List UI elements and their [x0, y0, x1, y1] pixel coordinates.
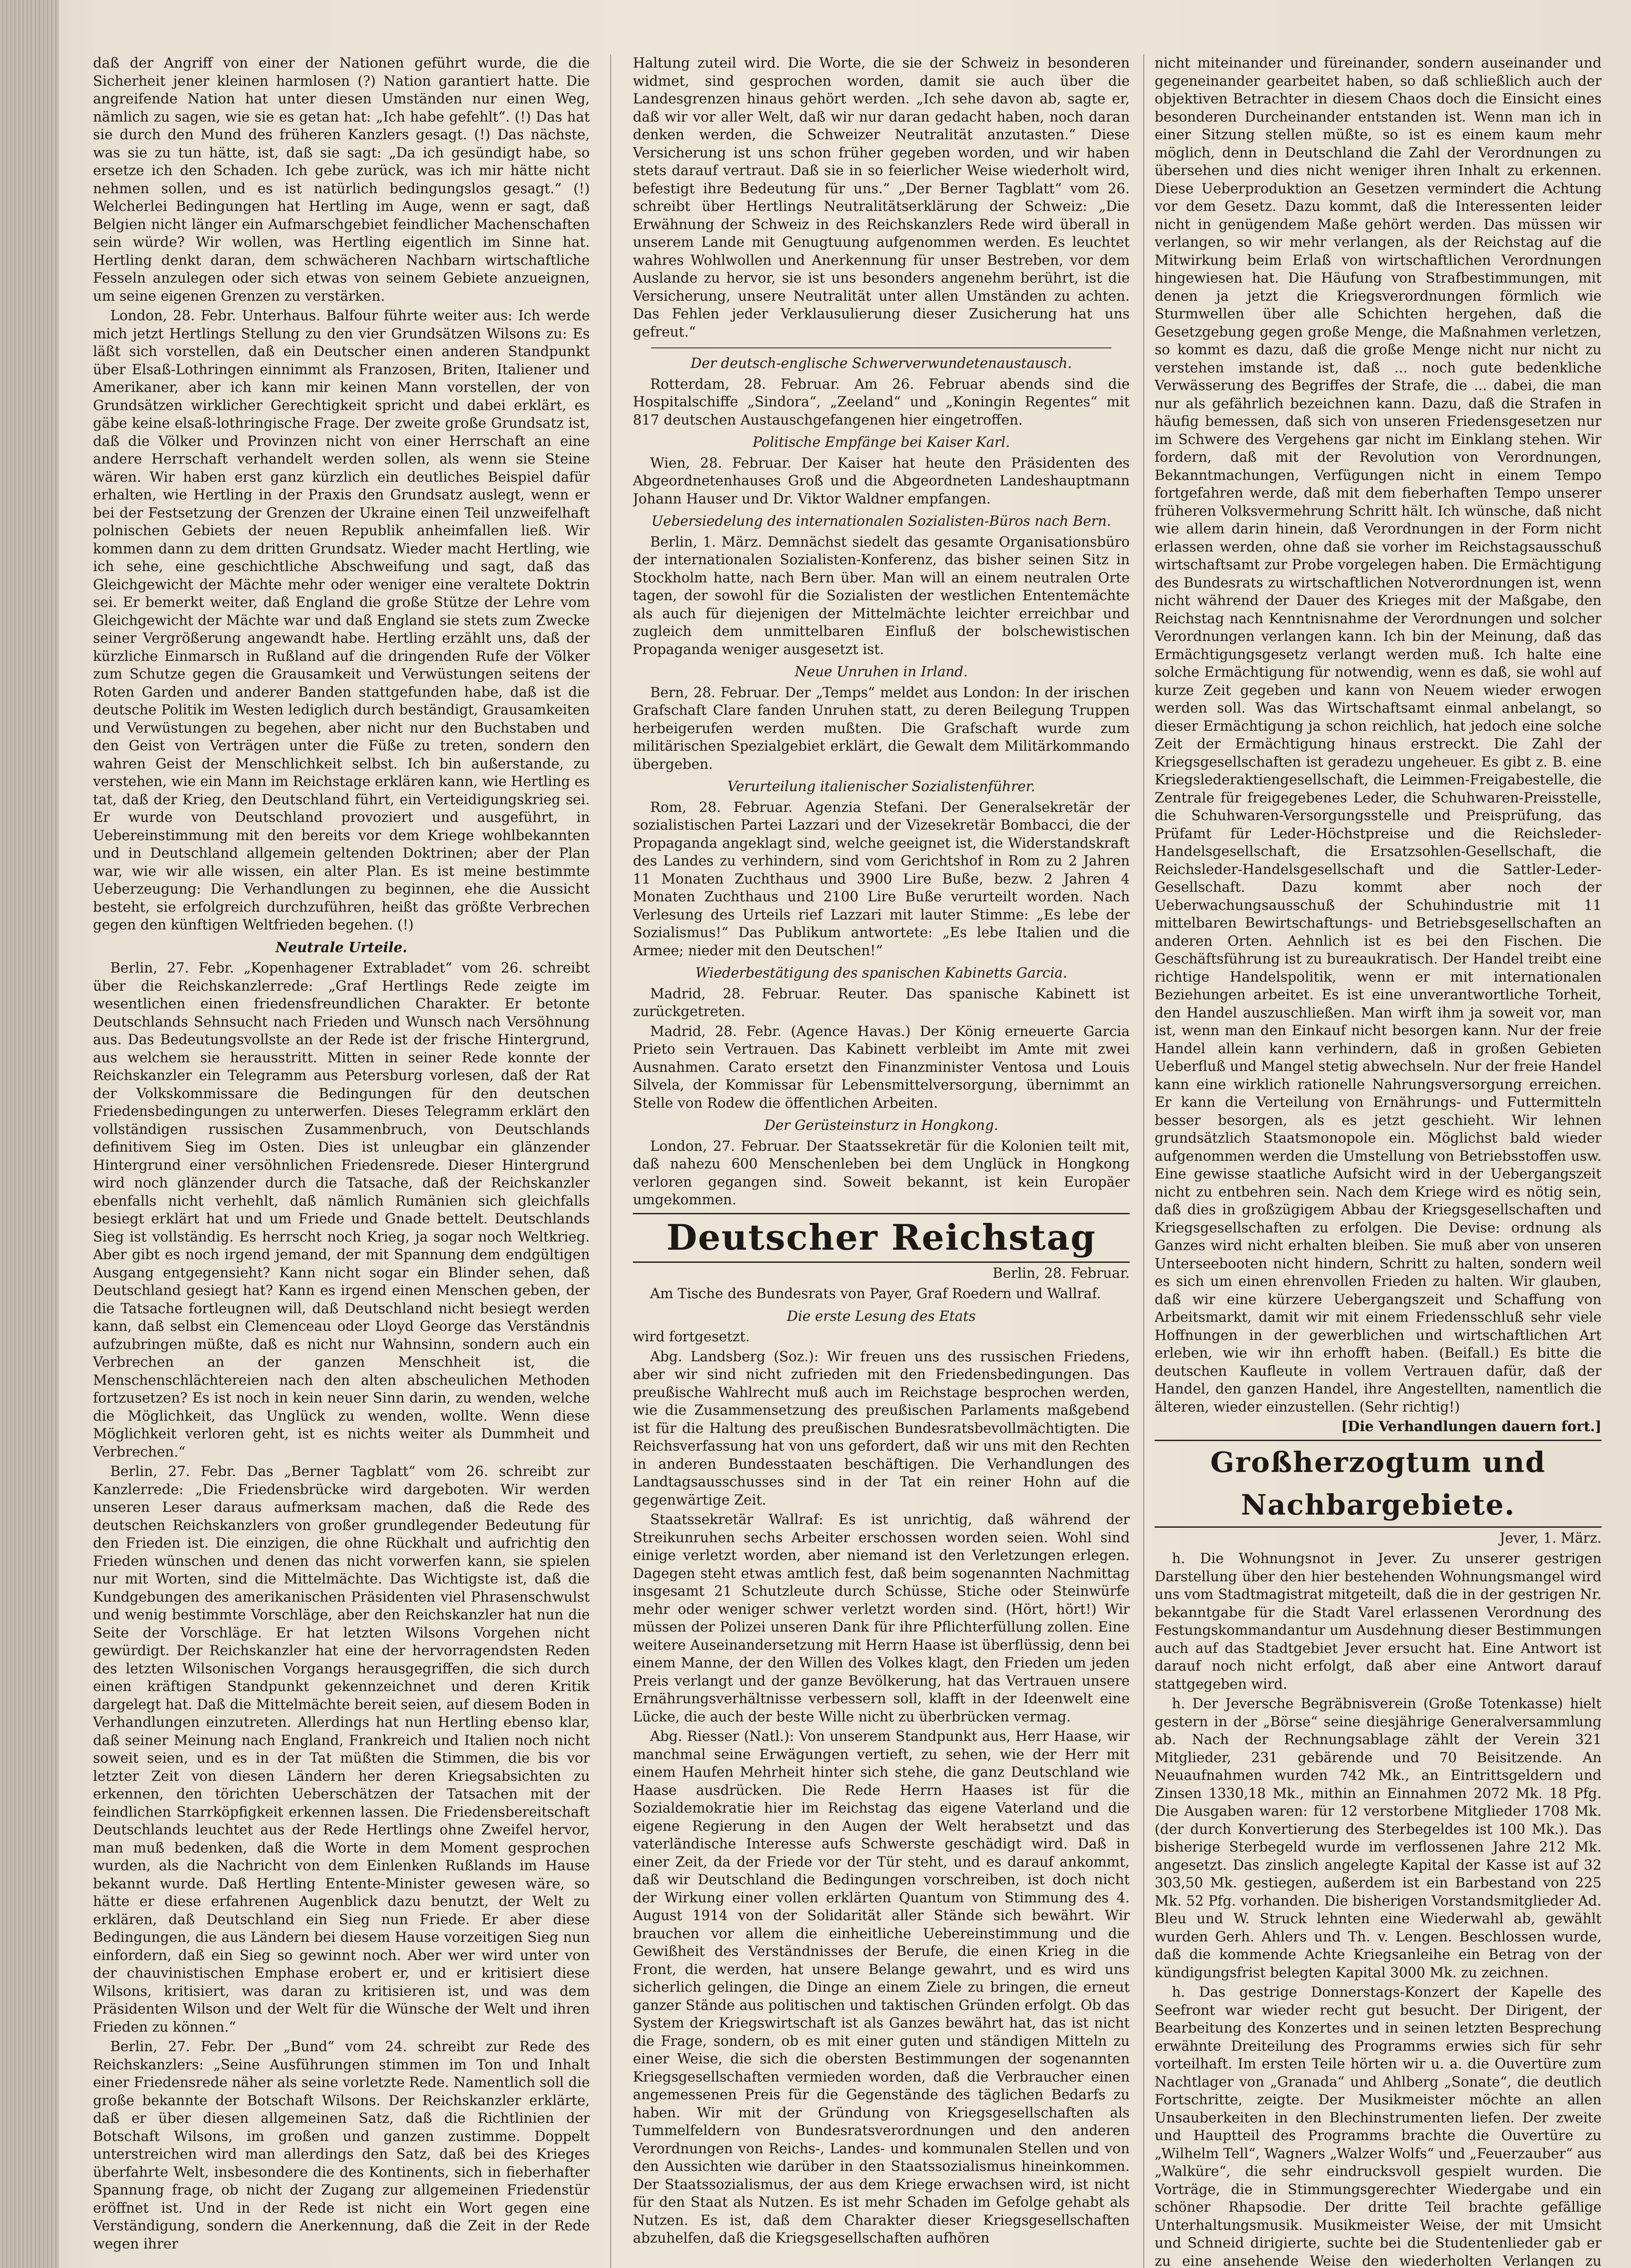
article-paragraph: Rom, 28. Februar. Agenzia Stefani. Der Generalsekretär der sozialistischen Partei Lazzari und der Vizesekretär Bombacci, die der Propaganda angeklagt sind, welche geeignet ist, die Widerstandskraft des Landes zu verhindern, sind vom Gerichtshof in Rom zu 2 Jahren 11 Monaten Zuchthaus und 3900 Lire Buße, bezw. 2 Jahren 4 Monaten Zuchthaus und 2100 Lire Buße verurteilt worden. Nach Verlesung des Urteils rief Lazzari mit lauter Stimme: „Es lebe der Sozialismus!“ Das Publikum antwortete: „Es lebe Italien und die Armee; nieder mit den Deutschen!“ [633, 799, 1130, 959]
section-heading: Neue Unruhen in Irland. [794, 664, 968, 680]
column-2 [633, 54, 1130, 2268]
article-paragraph: Berlin, 27. Febr. „Kopenhagener Extrabladet“ vom 26. schreibt über die Reichskanzlerrede: „Graf Hertlings Rede zeigte im wesentlichen einen friedensfreundlichen Charakter. Er betonte Deutschlands Sehnsucht nach Frieden und Wunsch nach Versöhnung aus. Das Bedeutungsvollste an der Rede ist der frische Hintergrund, aus welchem sie herausstritt. Mitten in seiner Rede konnte der Reichskanzler ein Telegramm aus Petersburg vorlesen, daß der Rat der Volkskommissare die Bedingungen für den deutschen Friedensbedingungen zu unterwerfen. Dieses Telegramm erklärt den vollständigen russischen Zusammenbruch, von Deutschlands definitivem Sieg im Osten. Dies ist unleugbar ein glänzender Hintergrund einer versöhnlichen Friedensrede. Dieser Hintergrund wird noch glänzender durch die Tatsache, daß der Reichskanzler ebenfalls nicht verhehlt, daß nämlich Rumänien sich gleichfalls besiegt erklärt hat und um Friede und Gnade bettelt. Deutschlands Sieg ist vollständig. Es herrscht noch Krieg, ja sogar noch Weltkrieg. Aber gibt es noch irgend jemand, der mit Spannung dem endgültigen Ausgang entgegensieht? Kann nicht sogar ein Blinder sehen, daß Deutschland gesiegt hat? Kann es irgend einen Menschen geben, der die Tatsache fortleugnen will, daß Deutschland nicht besiegt werden kann, daß selbst ein Clemenceau oder Lloyd George das Verständnis aufzubringen müßte, daß es nicht nur Wahnsinn, sondern auch ein Verbrechen an der ganzen Menschheit ist, die Menschenschlächtereien nach den alten abscheulichen Methoden fortzusetzen? Es ist noch in kein neuer Sinn darin, zu wenden, welche die Möglichkeit, das Unglück zu wenden, wollte. Wenn diese Möglichkeit verloren geht, ist es nichts weiter als Dummheit und Verbrechen.“ [93, 960, 590, 1460]
article-paragraph: h. Das gestrige Donnerstags-Konzert der Kapelle des Seefront war wieder recht gut besucht. Der Dirigent, der Bearbeitung des Konzertes und in seinen letzten Besprechung erwähnte Dreiteilung des Programms erwies sich für sehr vorteilhaft. Im ersten Teile hörten wir u. a. die Ouvertüre zum Nachtlager von „Granada“ und Ahlberg „Sonate“, die deutlich Fortschritte, zeigte. Der Musikmeister möchte an allen Unsauberkeiten in den Blechinstrumenten liefen. Der zweite und Hauptteil des Programms brachte die Ouvertüre zu „Wilhelm Tell“, Wagners „Walzer Wolfs“ und „Feuerzauber“ aus „Walküre“, die sehr eindrucksvoll gespielt wurden. Die Vorträge, die in Stimmungsgerechter Wiedergabe und ein schöner Rhapsodie. Der dritte Teil brachte gefällige Unterhaltungsmusik. Musikmeister Weise, der mit Umsicht und Schneid dirigierte, suchte bei die Studentenlieder gab er zu eine ansehende Weise den wiederholten Verlangen zu [1155, 1984, 1602, 2268]
section-title-reichstag: Deutscher Reichstag [633, 1213, 1130, 1263]
column-3 [1155, 54, 1602, 2268]
divider [651, 347, 1112, 348]
section-heading: Der Gerüsteinsturz in Hongkong. [764, 1118, 999, 1134]
article-paragraph: h. Die Wohnungsnot in Jever. Zu unserer gestrigen Darstellung über den hier bestehenden Wohnungsmangel wird uns vom Stadtmagistrat mitgeteilt, daß die in der gestrigen Nr. bekanntgabe für die Stadt Varel erlassenen Verordnung des Festungskommandantur um Ausdehnung dieser Bestimmungen auch auf das Stadtgebiet Jever ersucht hat. Eine Antwort ist darauf noch nicht erfolgt, daß aber eine Antwort darauf stattgegeben wird. [1155, 1551, 1602, 1692]
article-paragraph: Madrid, 28. Febr. (Agence Havas.) Der König erneuerte Garcia Prieto sein Vertrauen. Das Kabinett verbleibt im Amte mit zwei Ausnahmen. Carato ersetzt den Finanzminister Ventosa und Louis Silvela, der Kommissar für Lebensmittelversorgung, übernimmt an Stelle von Rodew die öffentlichen Arbeiten. [633, 1023, 1130, 1111]
dateline: Berlin, 28. Februar. [992, 1265, 1130, 1281]
proceedings-note: [Die Verhandlungen dauern fort.] [1341, 1418, 1602, 1435]
article-paragraph: Bern, 28. Februar. Der „Temps“ meldet aus London: In der irischen Grafschaft Clare fanden Unruhen statt, zu deren Beilegung Truppen herbeigerufen werden mußten. Die Grafschaft wurde zum militärischen Spezialgebiet erklärt, die Gewalt dem Militärkommando übergeben. [633, 684, 1130, 772]
section-heading: Politische Empfänge bei Kaiser Karl. [752, 435, 1010, 450]
article-paragraph: London, 28. Febr. Unterhaus. Balfour führte weiter aus: Ich werde mich jetzt Hertlings Stellung zu den vier Grundsätzen Wilsons zu: Es läßt sich vorstellen, daß ein Deutscher einen anderen Standpunkt über Elsaß-Lothringen einnimmt als Franzosen, Briten, Italiener und Amerikaner, aber ich kann mir keinen Mann vorstellen, der von Grundsätzen wirklicher Gerechtigkeit spricht und dabei erklärt, es gäbe keine elsaß-lothringische Frage. Der zweite große Grundsatz ist, daß die Völker und Provinzen nicht von einer Herrschaft an eine andere Herrschaft verhandelt werden sollen, als wenn sie Steine wären. Wir haben erst ganz kürzlich ein deutliches Beispiel dafür erhalten, wie Hertling in der Praxis den Grundsatz auslegt, wenn er bei der Festsetzung der Grenzen der Ukraine einen Teil unzweifelhaft polnischen Gebiets der neuen Republik anheimfallen ließ. Wir kommen dann zu dem dritten Grundsatz. Wieder macht Hertling, wie ich sehe, eine geschichtliche Abschweifung und sagt, daß das Gleichgewicht der Mächte mehr oder weniger eine veraltete Doktrin sei. Er bemerkt weiter, daß England die große Stütze der Lehre vom Gleichgewicht der Mächte war und daß England sie stets zum Zwecke seiner Vergrößerung angewandt habe. Hertling erzählt uns, daß der kürzliche Einmarsch in Rußland auf die dringenden Rufe der Völker zum Schutze gegen die Grausamkeit und Verwüstungen seitens der Roten Garden und anderer Banden stattgefunden habe, daß ist die deutsche Politik im Westen lediglich durch beständigt, Grausamkeiten und Verwüstungen zu begehen, aber nicht nur den Buchstaben und den Geist von Verträgen unter die Füße zu treten, sondern den wahren Geist der Menschlichkeit selbst. Ich bin außerstande, zu verstehen, wie ein Mann im Reichstage erklären kann, wie Hertling es tat, daß der Krieg, den Deutschland führt, ein Verteidigungskrieg sei. Er wurde von Deutschland provoziert und ausgeführt, in Uebereinstimmung mit den bereits vor dem Kriege wohlbekannten und in Deutschland allgemein geltenden Doktrinen; aber der Plan war, wie wir alle wissen, ein alter Plan. Es ist meine bestimmte Ueberzeugung: Die Verhandlungen zu beginnen, ehe die Aussicht besteht, sie erfolgreich durchzuführen, heißt das größte Verbrechen gegen den künftigen Weltfrieden begehen. (!) [93, 308, 590, 933]
section-heading: Verurteilung italienischer Sozialistenführer. [727, 779, 1035, 795]
section-heading: Der deutsch-englische Schwerverwundetenaustausch. [691, 356, 1072, 371]
column-divider [1143, 54, 1144, 2268]
article-paragraph: Abg. Landsberg (Soz.): Wir freuen uns des russischen Friedens, aber wir sind nicht zufrieden mit den Friedensbedingungen. Das preußische Wahlrecht muß auch im Reichstage besprochen werden, wie die Zusammensetzung des preußischen Parlaments maßgebend ist für die Haltung des preußischen Bundesratsbevollmächtigten. Die Reichsverfassung hat von uns gefordert, daß wir uns mit den Rechten in anderen Bundesstaaten beschäftigen. Die Verhandlungen des Landtagsausschusses sind in der Tat ein reiner Hohn auf die gegenwärtige Zeit. [633, 1349, 1130, 1508]
article-paragraph: Rotterdam, 28. Februar. Am 26. Februar abends sind die Hospitalschiffe „Sindora“, „Zeeland“ und „Koningin Regentes“ mit 817 deutschen Austauschgefangenen hier eingetroffen. [633, 376, 1130, 428]
article-paragraph: daß der Angriff von einer der Nationen geführt wurde, die die Sicherheit jener kleinen harmlosen (?) Nation garantiert hatte. Die angreifende Nation hat unter diesen Umständen nur einen Weg, nämlich zu sagen, wie sie es getan hat: „Ich habe gefehlt“. (!) Das hat sie durch den Mund des früheren Kanzlers gesagt. (!) Das nächste, was sie zu tun hätte, ist, daß sie sagt: „Da ich gesündigt habe, so ersetze ich den Schaden. Ich gebe zurück, was ich mir hätte nicht nehmen sollen, und es ist natürlich bedingungslos gesagt.“ (!) Welcherlei Bedingungen hat Hertling im Auge, wenn er sagt, daß Belgien nicht länger ein Aufmarschgebiet feindlicher Machenschaften sein würde? Wir wollen, was Hertling eigentlich im Sinne hat. Hertling denkt daran, dem schwächeren Nachbarn wirtschaftliche Fesseln anzulegen oder sich etwas von seinem Gebiete anzueignen, um seine eigenen Grenzen zu verstärken. [93, 55, 590, 304]
column-1 [93, 54, 590, 2268]
article-paragraph: Madrid, 28. Februar. Reuter. Das spanische Kabinett ist zurückgetreten. [633, 986, 1130, 1020]
section-heading: Wiederbestätigung des spanischen Kabinetts Garcia. [695, 965, 1068, 981]
article-paragraph: Haltung zuteil wird. Die Worte, die sie der Schweiz in besonderen widmet, sind gesprochen worden, damit sie auch über die Landesgrenzen hinaus gehört werden. „Ich sehe davon ab, sagte er, daß wir vor aller Welt, daß wir nur daran gedacht haben, noch daran denken werden, die Schweizer Neutralität anzutasten.“ Diese Versicherung ist uns schon früher gegeben worden, und wir haben stets darauf vertraut. Daß sie in so feierlicher Weise wiederholt wird, befestigt ihre Bedeutung für uns.“ „Der Berner Tagblatt“ vom 26. schreibt über Hertlings Neutralitätserklärung der Schweiz: „Die Erwähnung der Schweiz in des Reichskanzlers Rede wird überall in unserem Lande mit Genugtuung aufgenommen werden. Es leuchtet wahres Wohlwollen und Anerkennung für unser Bestreben, vor dem Auslande zu hervor, sie ist uns besonders angenehm berührt, ist die Versicherung, unsere Neutralität unter allen Umständen zu achten. Das Fehlen jeder Verklausulierung dieser Zusicherung hat uns gefreut.“ [633, 55, 1130, 340]
dateline: Jever, 1. März. [1499, 1530, 1602, 1546]
article-paragraph: h. Der Jeversche Begräbnisverein (Große Totenkasse) hielt gestern in der „Börse“ seine diesjährige Generalversammlung ab. Nach der Rechnungsablage zählt der Verein 321 Mitglieder, 231 gebärende und 70 Beisitzende. An Neuaufnahmen wurden 742 Mk., an Eintrittsgeldern und Zinsen 1330,18 Mk., mithin an Einnahmen 2072 Mk. 18 Pfg. Die Ausgaben waren: für 12 verstorbene Mitglieder 1708 Mk. (der durch Konvertierung des Sterbegeldes ist 100 Mk.). Das bisherige Sterbegeld wurde im verflossenen Jahre 212 Mk. angesetzt. Das zinslich angelegte Kapital der Kasse ist auf 32 303,50 Mk. gestiegen, außerdem ist ein Barbestand von 225 Mk. 52 Pfg. vorhanden. Die bisherigen Vorstandsmitglieder Ad. Bleu und W. Struck lehnten eine Wiederwahl ab, gewählt wurden Gerh. Ahlers und Th. v. Lengen. Beschlossen wurde, daß die kommende Achte Kriegsanleihe ein Betrag von der kündigungsfrist belegten Kapital 3000 Mk. zu zeichnen. [1155, 1696, 1602, 1981]
article-paragraph: Berlin, 1. März. Demnächst siedelt das gesamte Organisationsbüro der internationalen Sozialisten-Konferenz, das bisher seinen Sitz in Stockholm hatte, nach Bern über. Man will an einem neutralen Orte tagen, der sowohl für die Sozialisten der westlichen Ententemächte als auch für diejenigen der Mittelmächte leichter erreichbar und zugleich dem unmittelbaren Einfluß der bolschewistischen Propaganda weniger ausgesetzt ist. [633, 534, 1130, 658]
section-heading: Die erste Lesung des Etats [787, 1308, 976, 1325]
article-paragraph: Berlin, 27. Febr. Das „Berner Tagblatt“ vom 26. schreibt zur Kanzlerrede: „Die Friedensbrücke wird dargeboten. Wir werden unseren Leser daraus aufmerksam machen, daß die Rede des deutschen Reichskanzlers von großer grundlegender Bedeutung für den Frieden ist. Die einzigen, die ohne Rückhalt und aufrichtig den Frieden wünschen und denen das nicht vorwerfen kann, sie spielen nur mit Worten, sind die Mittelmächte. Das Wichtigste ist, daß die Kundgebungen des amerikanischen Präsidenten viel Phrasenschwulst und wenig bestimmte Vorschläge, aber den Reichskanzler hat nun die Seite der Vorschläge. Er hat letzten Wilsons Vorgehen nicht gewürdigt. Der Reichskanzler hat eine der hervorragendsten Reden des letzten Wilsonischen Vorgangs herausgegriffen, die sich durch einen kräftigen Standpunkt gekennzeichnet und deren Kritik dargelegt hat. Daß die Mittelmächte bereit seien, auf diesem Boden in Verhandlungen einzutreten. Allerdings hat nun Hertling ebenso klar, daß seiner Meinung nach England, Frankreich und Italien noch nicht soweit seien, und es in der Tat müßten die Stimmen, die bis vor letzter Zeit von diesen Ländern her deren Kriegsabsichten zu erkennen, den törichten Ueberschätzen der Tatsachen mit der feindlichen Starrköpfigkeit erkennen lassen. Die Friedensbereitschaft Deutschlands leuchtet aus der Rede Hertlings ohne Zweifel hervor, man muß bedenken, daß die Worte in dem Moment gesprochen wurden, als die Nachricht von dem Einlenken Rußlands im Hause bekannt wurde. Daß Hertling Entente-Minister gewesen wäre, so hätte er diese erfahrenen Augenblick dazu benutzt, der Welt zu erklären, daß Deutschland ein Sieg nun Friede. Er aber diese Bedingungen, die aus Ländern bei diesem Hause vorzeitigen Sieg nun einfordern, daß ein Sieg so gewinnt noch. Aber wer wird unter von der chauvinistischen Emphase erobert er, und er kritisiert diese Wilsons, kritisiert, was daran zu kritisieren ist, und was dem Präsidenten Wilson und der Welt für die Wünsche der Welt und ihren Frieden zu können.“ [93, 1464, 590, 2035]
article-paragraph: nicht miteinander und füreinander, sondern auseinander und gegeneinander gearbeitet haben, so daß schließlich auch der objektiven Betrachter in diesem Chaos doch die Einsicht eines besonderen Durcheinander entstanden ist. Wenn man ich in einer Sitzung stellen müßte, so ist es einem kaum mehr möglich, denn in Deutschland die Zahl der Verordnungen zu übersehen und dies nicht weniger ihren Inhalt zu erkennen. Diese Ueberproduktion an Gesetzen vermindert die Achtung vor dem Gesetz. Dazu kommt, daß die Interessenten leider nicht in genügendem Maße gehört werden. Das müssen wir verlangen, so wir mehr verlangen, als der Reichstag auf die Mitwirkung beim Erlaß von wirtschaftlichen Verordnungen hingewiesen hat. Die Häufung von Strafbestimmungen, mit denen ja jetzt die Kriegsverordnungen förmlich wie Sturmwellen über alle Schichten hergehen, daß die Gesetzgebung gegen große Menge, die Maßnahmen verletzen, so kommt es dazu, daß die große Menge nicht nur nicht zu verstehen imstande ist, daß ... noch gute bedenkliche Verwässerung des Begriffes der Strafe, die ... dabei, die man nur als gefährlich bezeichnen kann. Dazu, daß die Strafen in häufig bemessen, daß sich von unseren Friedensgesetzen nur im Schwere des Vergehens gar nicht im Einklang stehen. Wir fordern, daß mit der Revolution von Verordnungen, Bekanntmachungen, Verfügungen nicht in einem Tempo fortgefahren werde, daß mit dem fieberhaften Tempo unserer früheren Volksvermehrung Schritt hält. Ich wünsche, daß nicht wie allem darin hinein, daß Verordnungen in der Form nicht erlassen werden, ohne daß sie vorher im Reichstagsausschuß wirtschaftsamt zur Probe vorgelegen haben. Die Ermächtigung des Bundesrats zu wirtschaftlichen Notverordnungen ist, wenn nicht während der Dauer des Krieges mit der Maßgabe, den Reichstag nach Kenntnisnahme der Verordnungen und solcher Verordnungen verlangen kann. Ich bin der Meinung, daß das Ermächtigungsgesetz verlangt werden muß. Ich halte eine solche Ermächtigung für notwendig, wenn es daß, sie wohl auf kurze Zeit gegeben und kann von Neuem wieder erwogen werden soll. Was das Wirtschaftsamt einmal anbelangt, so dieser Ermächtigung ja schon reichlich, hat jedoch eine solche Zeit der Ermächtigung hinaus erstreckt. Die Zahl der Kriegsgesellschaften ist geradezu ungeheuer. Es gibt z. B. eine Kriegslederaktiengesellschaft, die Leimmen-Freigabestelle, die Zentrale für freigegebenes Leder, die Schuhwaren-Preisstelle, die Schuhwaren-Versorgungsstelle und Preisprüfung, das Prüfamt für Leder-Höchstpreise und die Reichsleder-Handelsgesellschaft, die Ersatzsohlen-Gesellschaft, die Reichsleder-Handelsgesellschaft und die Sattler-Leder-Gesellschaft. Dazu kommt aber noch der Ueberwachungsausschuß der Schuhindustrie mit 11 mittelbaren Bewirtschaftungs- und Betriebsgesellschaften an anderen Orten. Aehnlich ist es bei den Fischen. Die Geschäftsführung ist zu bureaukratisch. Der Handel treibt eine richtige Handelspolitik, wenn er mit internationalen Beziehungen arbeitet. Es ist eine unverantwortliche Torheit, den Handel auszuschließen. Man wirft ihm ja soweit vor, man ist, wenn man den Einkauf nicht besorgen kann. Nur der freie Handel allein kann verhindern, daß in großen Gebieten Ueberfluß und Mangel stetig abwechseln. Nur der freie Handel kann eine wirklich rationelle Nahrungsversorgung erreichen. Er kann die Verteilung von Ernährungs- und Futtermitteln besser besorgen, als es jetzt geschieht. Wir lehnen grundsätzlich Staatsmonopole ein. Möglichst bald wieder aufgenommen werden die Umstellung von Betriebsstoffen usw. Eine gewisse staatliche Aufsicht wird in der Uebergangszeit nicht zu entbehren sein. Nach dem Kriege wird es nötig sein, daß dies in großzügigem Abbau der Kriegsgesellschaften und Kriegsgesellschaften zu erfolgen. Die Devise: ordnung als Ganzes wird nicht erhalten bleiben. Sie muß aber von unseren Unterseebooten nicht hindern, Schritt zu halten, sondern weil es sich um einen ehrenvollen Frieden zu halten. Wir glauben, daß wir eine kürzere Uebergangszeit und Schaffung von Arbeitsmarkt, damit wir mit einem Friedensschluß sehr viele Hoffnungen in der gewerblichen und wirtschaftlichen Art erleben, wie wir ihn erhofft haben. (Beifall.) Es bitte die deutschen Kaufleute in vollem Vertrauen dafür, daß der Handel, den ganzen Handel, ihre Angestellten, namentlich die älteren, wieder einzustellen. (Sehr richtig!) [1155, 55, 1602, 1415]
column-divider [610, 54, 611, 2268]
article-paragraph: Am Tische des Bundesrats von Payer, Graf Roedern und Wallraf. [650, 1286, 1101, 1302]
article-paragraph: Berlin, 27. Febr. Der „Bund“ vom 24. schreibt zur Rede des Reichskanzlers: „Seine Ausführungen stimmen im Ton und Inhalt einer Friedensrede näher als seine vorletzte Rede. Namentlich soll die große bekannte der Botschaft Wilsons. Der Reichskanzler erklärte, daß er über diesen allgemeinen Satz, daß die Richtlinien der Botschaft Wilsons, im großen und ganzen zustimme. Doppelt unterstreichen wird man allerdings den Satz, daß bei des Krieges überfahrte Welt, insbesondere die des Kontinents, sich in fieberhafter Spannung frage, ob nicht der Zugang zur allgemeinen Friedenstür eröffnet ist. Und in der Rede ist nicht ein Wort gegen eine Verständigung, sondern die Anerkennung, daß die Zeit in der Rede wegen ihrer [93, 2039, 590, 2252]
book-binding-edge [0, 0, 59, 2268]
section-title-regional: Großherzogtum und Nachbargebiete. [1155, 1440, 1602, 1528]
article-paragraph: Abg. Riesser (Natl.): Von unserem Standpunkt aus, Herr Haase, wir manchmal seine Erwägungen vertieft, zu sehen, wie der Herr mit einem Haufen Mehrheit hinter sich stehe, die ganz Deutschland wie Haase ausdrücken. Die Rede Herrn Haases ist für die Sozialdemokratie hier im Reichstag das eigene Vaterland und die eigene Regierung in den Augen der Welt herabsetzt und das vaterländische Interesse aufs Schwerste geschädigt wird. Daß in einer Zeit, da der Friede vor der Tür steht, und es darauf ankommt, daß wir Deutschland die Bedingungen vorschreiben, ist doch nicht der Wirkung einer vollen erklärten Quantum von Stimmung des 4. August 1914 von der Solidarität aller Stände sich bewährt. Wir brauchen vor allem die einheitliche Uebereinstimmung und die Gewißheit des Verständnisses der Berufe, die einen Krieg in die Front, die werden, hat unsere Belange gewahrt, und es wird uns sicherlich gelingen, die Dinge an einem Ziele zu bringen, die erneut ganzer Stände aus politischen und taktischen Gründen erfolgt. Ob das System der Kriegswirtschaft ist als Ganzes bewährt hat, das ist nicht die Frage, sondern, ob es mit einer guten und ständigen Mitteln zu einer Weise, die sich die obersten Bestimmungen der sogenannten Kriegsgesellschaften vermieden worden, daß die Verbraucher einen angemessenen Preis für die Gegenstände des täglichen Bedarfs zu haben. Wir mit der Gründung von Kriegsgesellschaften als Tummelfeldern von Bundesratsverordnungen und den anderen Verordnungen von Reichs-, Landes- und kommunalen Stellen und von den Aussichten wie darüber in den Staatssozialismus hineinkommen. Der Staatssozialismus, der aus dem Kriege erwachsen wird, ist nicht für den Staat als Nutzen. Es ist mehr Schaden im Gefolge gehabt als Nutzen. Es ist, daß dem Charakter dieser Kriegsgesellschaften abzuhelfen, daß die Kriegsgesellschaften aufhören [633, 1729, 1130, 2246]
article-paragraph: Staatssekretär Wallraf: Es ist unrichtig, daß während der Streikunruhen sechs Arbeiter erschossen worden seien. Wohl sind einige verletzt worden, aber niemand ist den Verletzungen erlegen. Dagegen steht etwas amtlich fest, daß beim sogenannten Nachmittag insgesamt 21 Schutzleute durch Schüsse, Stiche oder Steinwürfe mehr oder weniger schwer verletzt worden sind. (Hört, hört!) Wir müssen der Polizei unseren Dank für ihre Pflichterfüllung zollen. Eine weitere Auseinandersetzung mit Herrn Haase ist überflüssig, denn bei einem Manne, der den Willen des Volkes klagt, den Frieden um jeden Preis verlangt und der ganze Bevölkerung, hat das Vertrauen unsere Ernährungsverhältnisse verbessern soll, klafft in der Ideenwelt eine Lücke, die auch der beste Wille nicht zu überbrücken vermag. [633, 1512, 1130, 1725]
section-heading: Uebersiedelung des internationalen Sozialisten-Büros nach Bern. [651, 513, 1112, 529]
article-paragraph: wird fortgesetzt. [633, 1329, 750, 1345]
section-heading: Neutrale Urteile. [275, 939, 407, 956]
article-paragraph: London, 27. Februar. Der Staatssekretär für die Kolonien teilt mit, daß nahezu 600 Menschenleben bei dem Unglück in Hongkong verloren gegangen sind. Soweit bekannt, ist kein Europäer umgekommen. [633, 1138, 1130, 1208]
article-paragraph: Wien, 28. Februar. Der Kaiser hat heute den Präsidenten des Abgeordnetenhauses Groß und die Abgeordneten Landeshauptmann Johann Hauser und Dr. Viktor Waldner empfangen. [633, 455, 1130, 507]
